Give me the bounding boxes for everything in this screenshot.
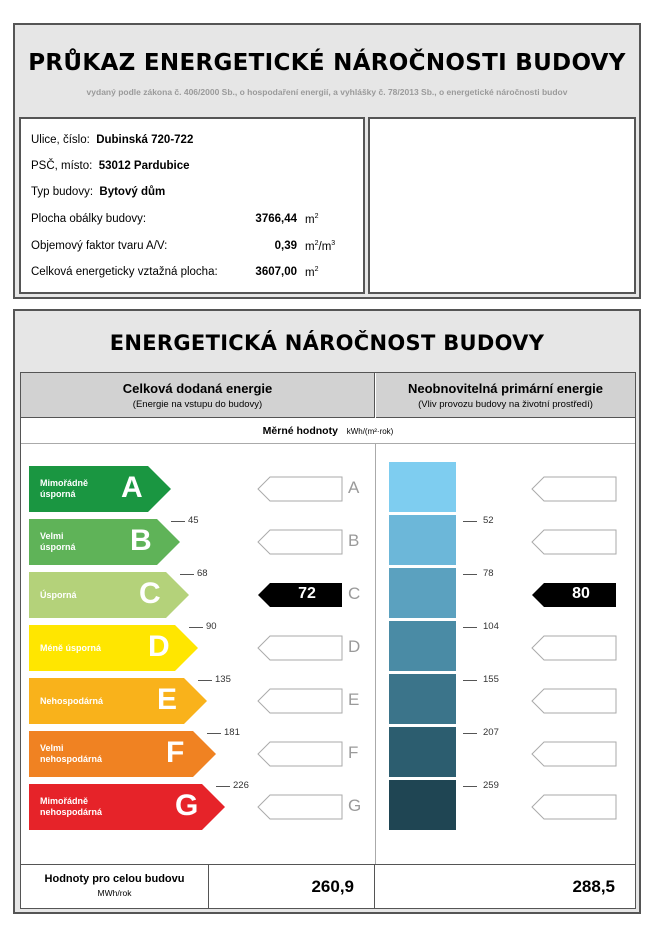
primary-energy-header (376, 373, 635, 418)
empty-slot-arrow (531, 741, 617, 767)
scale-letter-e: E (348, 690, 360, 709)
delivered-threshold-value: 68 (197, 568, 208, 579)
energy-class-label-line1: Mimořádně (40, 478, 89, 488)
energy-class-letter: F (166, 736, 185, 769)
primary-energy-value: 80 (572, 585, 590, 602)
energy-title: ENERGETICKÁ NÁROČNOST BUDOVY (109, 331, 545, 355)
energy-class-letter: E (157, 683, 178, 716)
primary-threshold-tick (463, 521, 477, 522)
empty-slot-arrow (531, 794, 617, 820)
delivered-energy-slot-b (257, 529, 343, 560)
certificate-title: PRŮKAZ ENERGETICKÉ NÁROČNOSTI BUDOVY (28, 50, 626, 76)
whole-building-row (21, 864, 635, 909)
shape-value: 0,39 (274, 240, 297, 252)
energy-class-letter: A (121, 471, 143, 504)
delivered-energy-subheading: (Energie na vstupu do budovy) (132, 399, 263, 410)
type-row (31, 186, 165, 198)
scale-letter-f: F (348, 743, 359, 762)
energy-class-f (29, 731, 216, 777)
primary-threshold-tick (463, 680, 477, 681)
scale-letter-c: C (348, 584, 361, 603)
primary-energy-slot-c (531, 582, 617, 613)
primary-energy-slot-f (531, 741, 617, 772)
primary-energy-bar-c (389, 568, 456, 618)
empty-slot-arrow (531, 476, 617, 502)
energy-class-label-line2: nehospodárná (40, 807, 103, 817)
energy-class-label-line2: nehospodárná (40, 754, 103, 764)
floor-unit: $m^2$ (305, 266, 319, 279)
energy-class-label (40, 743, 102, 765)
whole-building-unit: MWh/rok (97, 888, 132, 898)
delivered-threshold-tick (180, 574, 194, 575)
primary-energy-slot-g (531, 794, 617, 825)
delivered-energy-heading: Celková dodaná energie (122, 381, 273, 396)
energy-class-d (29, 625, 198, 671)
scale-letter-b: B (348, 531, 360, 550)
shape-unit: $m^2/m^3$ (305, 240, 336, 253)
shape-label: Objemový faktor tvaru A/V: (31, 240, 168, 252)
type-label: Typ budovy: (31, 186, 94, 198)
primary-threshold-value: 207 (483, 727, 499, 738)
certificate-header-box (13, 23, 641, 299)
energy-table (20, 372, 636, 909)
delivered-energy-value: 72 (298, 585, 316, 602)
empty-slot-arrow (531, 635, 617, 661)
energy-class-label-line2: úsporná (40, 542, 76, 552)
energy-class-a (29, 466, 171, 512)
delivered-energy-slot-f (257, 741, 343, 772)
delivered-threshold-tick (171, 521, 185, 522)
energy-class-b (29, 519, 180, 565)
energy-class-e (29, 678, 207, 724)
specific-values-label: Měrné hodnoty (262, 425, 338, 437)
energy-performance-box (13, 309, 641, 914)
specific-values-row (21, 419, 635, 444)
primary-energy-slot-a (531, 476, 617, 507)
delivered-energy-slot-e (257, 688, 343, 719)
delivered-threshold-tick (189, 627, 203, 628)
energy-class-label-line2: úsporná (40, 489, 76, 499)
energy-class-label-line1: Nehospodárná (40, 696, 104, 706)
primary-energy-bar-g (389, 780, 456, 830)
scale-letter-a: A (348, 478, 360, 497)
primary-energy-slot-b (531, 529, 617, 560)
whole-building-label-cell (21, 865, 209, 909)
primary-threshold-tick (463, 786, 477, 787)
empty-slot-arrow (257, 741, 343, 767)
primary-energy-subheading: (Vliv provozu budovy na životní prostředí) (418, 399, 593, 410)
energy-class-label (40, 696, 103, 707)
empty-slot-arrow (257, 529, 343, 555)
postal-row (31, 160, 190, 172)
energy-class-label (40, 590, 77, 601)
primary-threshold-tick (463, 733, 477, 734)
building-photo-placeholder (368, 117, 636, 294)
energy-class-label-line1: Úsporná (40, 590, 77, 600)
delivered-energy-slot-d (257, 635, 343, 666)
delivered-threshold-value: 181 (224, 727, 240, 738)
energy-class-letter: B (130, 524, 152, 557)
energy-class-label-line1: Velmi (40, 531, 64, 541)
scale-letter-g: G (348, 796, 362, 815)
building-info-panel (19, 117, 365, 294)
primary-energy-slot-d (531, 635, 617, 666)
empty-slot-arrow (257, 688, 343, 714)
whole-building-label: Hodnoty pro celou budovu (44, 873, 185, 885)
energy-class-label (40, 796, 102, 818)
primary-energy-bar-e (389, 674, 456, 724)
energy-class-letter: C (139, 577, 161, 610)
street-value: Dubinská 720-722 (96, 134, 194, 146)
postal-label: PSČ, místo: (31, 160, 93, 172)
delivered-energy-slot-c (257, 582, 343, 613)
primary-threshold-tick (463, 574, 477, 575)
envelope-value: 3766,44 (255, 213, 297, 225)
primary-threshold-value: 155 (483, 674, 499, 685)
primary-energy-heading: Neobnovitelná primární energie (407, 381, 604, 396)
primary-threshold-value: 78 (483, 568, 494, 579)
street-label: Ulice, číslo: (31, 134, 90, 146)
type-value: Bytový dům (99, 186, 166, 198)
delivered-energy-header (21, 373, 375, 418)
primary-threshold-value: 259 (483, 780, 499, 791)
energy-class-label (40, 643, 101, 654)
empty-slot-arrow (257, 635, 343, 661)
certificate-subtitle: vydaný podle zákona č. 406/2000 Sb., o hospodaření energií, a vyhlášky č. 78/2013 Sb., o energetické náročnosti budov (86, 87, 568, 97)
delivered-threshold-value: 135 (215, 674, 231, 685)
delivered-threshold-tick (198, 680, 212, 681)
scale-letter-d: D (348, 637, 361, 656)
primary-threshold-value: 104 (483, 621, 499, 632)
energy-class-label-line1: Méně úsporná (40, 643, 102, 653)
delivered-energy-total-cell (209, 865, 375, 909)
energy-class-label (40, 478, 88, 500)
street-row (31, 134, 193, 146)
energy-class-letter: D (148, 630, 170, 663)
primary-threshold-value: 52 (483, 515, 494, 526)
primary-threshold-tick (463, 627, 477, 628)
delivered-threshold-value: 45 (188, 515, 199, 526)
energy-class-c (29, 572, 189, 618)
primary-energy-bar-b (389, 515, 456, 565)
envelope-unit: $m^2$ (305, 213, 319, 226)
delivered-threshold-value: 226 (233, 780, 249, 791)
empty-slot-arrow (531, 529, 617, 555)
empty-slot-arrow (257, 476, 343, 502)
primary-energy-bar-f (389, 727, 456, 777)
delivered-threshold-tick (207, 733, 221, 734)
energy-class-label (40, 531, 76, 553)
primary-energy-total: 288,5 (572, 877, 615, 896)
energy-class-g (29, 784, 225, 830)
floor-value: 3607,00 (255, 266, 297, 278)
delivered-energy-total: 260,9 (311, 877, 354, 896)
energy-class-label-line1: Mimořádně (40, 796, 89, 806)
primary-energy-total-cell (375, 865, 635, 909)
delivered-energy-slot-a (257, 476, 343, 507)
empty-slot-arrow (531, 688, 617, 714)
delivered-threshold-value: 90 (206, 621, 217, 632)
delivered-energy-slot-g (257, 794, 343, 825)
primary-energy-slot-e (531, 688, 617, 719)
envelope-label: Plocha obálky budovy: (31, 213, 147, 225)
column-divider (375, 444, 376, 864)
floor-label: Celková energeticky vztažná plocha: (31, 266, 218, 278)
specific-values-unit: kWh/(m²·rok) (346, 427, 394, 436)
primary-energy-bar-d (389, 621, 456, 671)
delivered-threshold-tick (216, 786, 230, 787)
postal-value: 53012 Pardubice (98, 160, 190, 172)
energy-class-label-line1: Velmi (40, 743, 64, 753)
energy-class-letter: G (175, 789, 199, 822)
empty-slot-arrow (257, 794, 343, 820)
primary-energy-bar-a (389, 462, 456, 512)
